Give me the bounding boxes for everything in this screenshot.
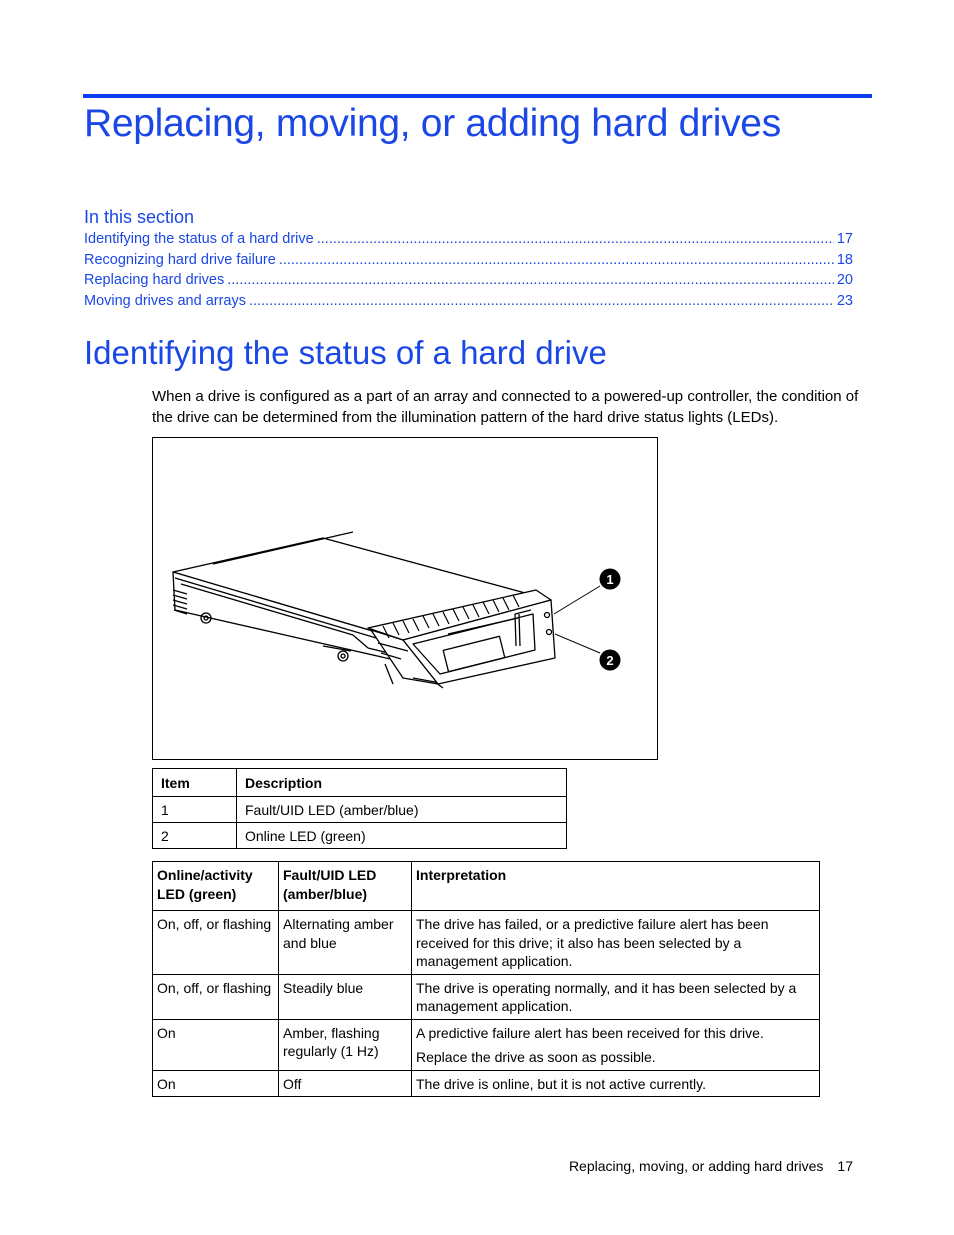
toc-entry-label[interactable]: Replacing hard drives (84, 272, 225, 288)
table-row (153, 1019, 820, 1070)
online-led-cell: On (153, 1070, 279, 1097)
page-footer (569, 1158, 853, 1174)
column-header-interpretation: Interpretation (412, 862, 820, 911)
fault-led-cell: Alternating amber and blue (279, 911, 412, 975)
item-cell: 2 (153, 823, 237, 849)
toc-entry[interactable] (84, 293, 853, 314)
table-row (153, 823, 567, 849)
callout-2 (555, 634, 621, 671)
callout-1 (554, 569, 621, 615)
toc-entry-label[interactable]: Recognizing hard drive failure (84, 251, 276, 268)
fault-led-cell: Steadily blue (279, 974, 412, 1019)
description-cell: Online LED (green) (237, 823, 567, 849)
fault-led-cell: Off (279, 1070, 412, 1097)
column-header-item: Item (153, 769, 237, 797)
online-led-cell: On, off, or flashing (153, 911, 279, 975)
table-row (153, 974, 820, 1019)
toc-leader (279, 252, 834, 268)
interpretation-cell (412, 1019, 820, 1070)
online-led-cell: On (153, 1019, 279, 1070)
intro-paragraph: When a drive is configured as a part of an array and connected to a powered-up controller, the condition of the drive can be determined from the illumination pattern of the hard drive status lights (LEDs). (152, 388, 859, 426)
toc-leader (317, 231, 834, 247)
table-of-contents (84, 231, 853, 313)
toc-entry[interactable] (84, 272, 853, 293)
interpretation-cell (412, 911, 820, 975)
interpretation-cell (412, 1070, 820, 1097)
toc-entry-page[interactable]: 18 (836, 251, 853, 268)
column-header-description: Description (237, 769, 567, 797)
callout-1-leader (554, 586, 600, 614)
led-status-table (152, 861, 820, 1097)
table-row (153, 911, 820, 975)
chapter-title: Replacing, moving, or adding hard drives (84, 102, 781, 145)
toc-entry[interactable] (84, 252, 853, 273)
description-cell: Fault/UID LED (amber/blue) (237, 797, 567, 823)
toc-entry-label[interactable]: Identifying the status of a hard drive (84, 231, 314, 247)
table-row (153, 1070, 820, 1097)
toc-leader (249, 293, 834, 309)
footer-title: Replacing, moving, or adding hard drives (568, 1158, 824, 1174)
table-header-row (153, 769, 567, 797)
column-header-fault-led: Fault/UID LED (amber/blue) (279, 862, 412, 911)
hard-drive-illustration (153, 438, 659, 761)
page-number: 17 (837, 1158, 853, 1174)
toc-entry[interactable] (84, 231, 853, 252)
callout-legend-table (152, 768, 567, 849)
interpretation-text: The drive is operating normally, and it has been selected by a management application. (416, 979, 797, 1014)
toc-heading: In this section (84, 207, 195, 227)
chapter-rule (83, 94, 872, 98)
column-header-online-led: Online/activity LED (green) (153, 862, 279, 911)
toc-entry-page[interactable]: 17 (836, 231, 853, 247)
interpretation-text: Replace the drive as soon as possible. (416, 1049, 656, 1065)
interpretation-text: The drive has failed, or a predictive failure alert has been received for this drive; it also has been selected by a management application. (416, 916, 769, 969)
toc-leader (227, 272, 834, 288)
callout-2-number: 2 (606, 653, 614, 668)
toc-entry-page[interactable]: 23 (836, 292, 853, 309)
interpretation-cell (412, 974, 820, 1019)
interpretation-text: The drive is online, but it is not active currently. (416, 1075, 706, 1092)
online-led-cell: On, off, or flashing (153, 974, 279, 1019)
callout-2-leader (555, 634, 600, 653)
interpretation-text: A predictive failure alert has been received for this drive. (416, 1024, 764, 1041)
toc-entry-label[interactable]: Moving drives and arrays (84, 292, 246, 309)
table-header-row (153, 862, 820, 911)
section-title: Identifying the status of a hard drive (84, 334, 607, 371)
hard-drive-figure (152, 437, 658, 760)
item-cell: 1 (153, 797, 237, 823)
toc-entry-page[interactable]: 20 (836, 272, 853, 288)
callout-1-number: 1 (606, 572, 614, 587)
fault-led-cell: Amber, flashing regularly (1 Hz) (279, 1019, 412, 1070)
table-row (153, 797, 567, 823)
